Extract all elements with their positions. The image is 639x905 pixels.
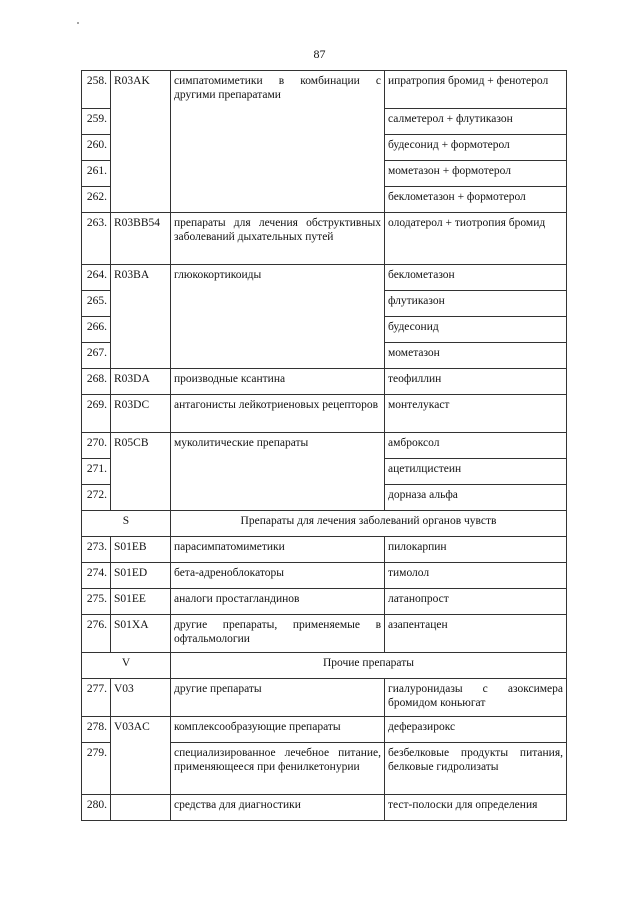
row-number: 276. xyxy=(82,615,111,653)
atc-code: S01ED xyxy=(111,563,171,589)
section-row-s xyxy=(82,511,567,537)
atc-code: V03AC xyxy=(111,717,171,795)
atc-code: R03DA xyxy=(111,369,171,395)
drug-name: салметерол + флутиказон xyxy=(385,109,567,135)
atc-code: R03AK xyxy=(111,71,171,213)
drug-name: гиалуронидазы с азоксимера бромидом коньюгат xyxy=(385,679,567,717)
table-row xyxy=(82,71,567,109)
row-number: 273. xyxy=(82,537,111,563)
drug-name: тест-полоски для определения xyxy=(385,795,567,821)
row-number: 280. xyxy=(82,795,111,821)
row-number: 262. xyxy=(82,187,111,213)
table-row xyxy=(82,213,567,265)
scan-speck xyxy=(77,22,79,24)
row-number: 278. xyxy=(82,717,111,743)
drug-name: деферазирокс xyxy=(385,717,567,743)
drug-name: беклометазон + формотерол xyxy=(385,187,567,213)
section-letter: V xyxy=(82,653,171,679)
row-number: 265. xyxy=(82,291,111,317)
section-row-v xyxy=(82,653,567,679)
pharm-group: антагонисты лейкотриеновых рецепторов xyxy=(171,395,385,433)
drug-name: монтелукаст xyxy=(385,395,567,433)
row-number: 272. xyxy=(82,485,111,511)
drug-name: мометазон xyxy=(385,343,567,369)
row-number: 270. xyxy=(82,433,111,459)
drug-name: дорназа альфа xyxy=(385,485,567,511)
drug-list-table xyxy=(81,70,567,821)
atc-code: R05CB xyxy=(111,433,171,511)
drug-name: будесонид + формотерол xyxy=(385,135,567,161)
drug-name: тимолол xyxy=(385,563,567,589)
table-row xyxy=(82,395,567,433)
table-row xyxy=(82,589,567,615)
table-row xyxy=(82,563,567,589)
atc-code: S01XA xyxy=(111,615,171,653)
pharm-group: другие препараты, применяемые в офтальмологии xyxy=(171,615,385,653)
drug-name: амброксол xyxy=(385,433,567,459)
atc-code: V03 xyxy=(111,679,171,717)
pharm-group: средства для диагностики xyxy=(171,795,385,821)
row-number: 264. xyxy=(82,265,111,291)
row-number: 274. xyxy=(82,563,111,589)
drug-name: азапентацен xyxy=(385,615,567,653)
table-row xyxy=(82,433,567,459)
row-number: 258. xyxy=(82,71,111,109)
table-row xyxy=(82,265,567,291)
pharm-group: муколитические препараты xyxy=(171,433,385,511)
row-number: 271. xyxy=(82,459,111,485)
drug-name: ацетилцистеин xyxy=(385,459,567,485)
pharm-group: комплексообразующие препараты xyxy=(171,717,385,743)
drug-name: будесонид xyxy=(385,317,567,343)
page-number: 87 xyxy=(313,47,326,61)
row-number: 267. xyxy=(82,343,111,369)
drug-name: латанопрост xyxy=(385,589,567,615)
table-row xyxy=(82,717,567,743)
table-row xyxy=(82,679,567,717)
table-row xyxy=(82,795,567,821)
table-row xyxy=(82,369,567,395)
pharm-group: препараты для лечения обструктивных заболеваний дыхательных путей xyxy=(171,213,385,265)
section-letter: S xyxy=(82,511,171,537)
row-number: 260. xyxy=(82,135,111,161)
pharm-group: глюкокортикоиды xyxy=(171,265,385,369)
pharm-group: бета-адреноблокаторы xyxy=(171,563,385,589)
pharm-group: производные ксантина xyxy=(171,369,385,395)
drug-name: ипратропия бромид + фенотерол xyxy=(385,71,567,109)
drug-name: теофиллин xyxy=(385,369,567,395)
row-number: 261. xyxy=(82,161,111,187)
table-row xyxy=(82,537,567,563)
atc-code: S01EB xyxy=(111,537,171,563)
pharm-group: другие препараты xyxy=(171,679,385,717)
table-row xyxy=(82,615,567,653)
row-number: 259. xyxy=(82,109,111,135)
atc-code: S01EE xyxy=(111,589,171,615)
drug-name: флутиказон xyxy=(385,291,567,317)
drug-name: мометазон + формотерол xyxy=(385,161,567,187)
atc-code: R03BB54 xyxy=(111,213,171,265)
row-number: 275. xyxy=(82,589,111,615)
pharm-group: симпатомиметики в комбинации с другими препаратами xyxy=(171,71,385,213)
pharm-group: специализированное лечебное питание, применяющееся при фенилкетонурии xyxy=(171,743,385,795)
pharm-group: аналоги простагландинов xyxy=(171,589,385,615)
drug-name: безбелковые продукты питания, белковые гидролизаты xyxy=(385,743,567,795)
row-number: 269. xyxy=(82,395,111,433)
drug-name: беклометазон xyxy=(385,265,567,291)
row-number: 277. xyxy=(82,679,111,717)
pharm-group: парасимпатомиметики xyxy=(171,537,385,563)
row-number: 268. xyxy=(82,369,111,395)
row-number: 263. xyxy=(82,213,111,265)
drug-name: олодатерол + тиотропия бромид xyxy=(385,213,567,265)
row-number: 266. xyxy=(82,317,111,343)
drug-name: пилокарпин xyxy=(385,537,567,563)
row-number: 279. xyxy=(82,743,111,795)
section-title: Препараты для лечения заболеваний органов чувств xyxy=(171,511,567,537)
atc-code: R03DC xyxy=(111,395,171,433)
atc-code: R03BA xyxy=(111,265,171,369)
section-title: Прочие препараты xyxy=(171,653,567,679)
atc-code xyxy=(111,795,171,821)
